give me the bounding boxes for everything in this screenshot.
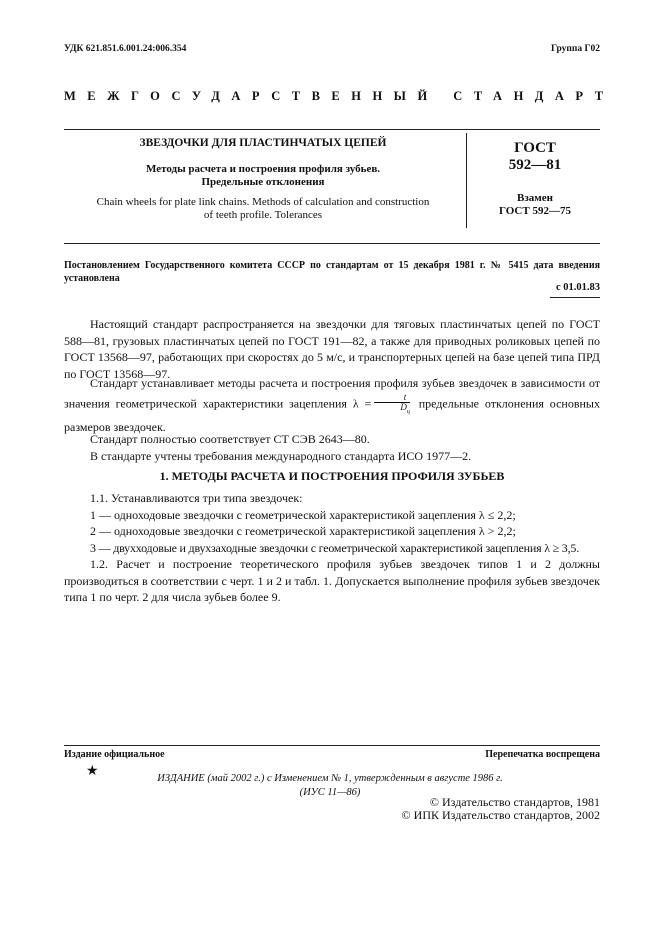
reprint-prohibited-label: Перепечатка воспрещена <box>485 749 600 760</box>
type-3-item: 3 — двухходовые и двухзаходные звездочки с геометрической характеристикой зацепления λ ≥ 3,5. <box>90 540 579 555</box>
fraction-numerator: t <box>374 393 410 403</box>
group-code: Группа Г02 <box>551 44 600 54</box>
official-edition-label: Издание официальное <box>64 749 165 760</box>
section-1-title: 1. МЕТОДЫ РАСЧЕТА И ПОСТРОЕНИЯ ПРОФИЛЯ ЗУБЬЕВ <box>159 469 505 483</box>
subtitle-line-1: Методы расчета и построения профиля зубьев. <box>145 163 381 175</box>
english-title-line-2: of teeth profile. Tolerances <box>203 209 323 221</box>
effective-date: с 01.01.83 <box>555 282 600 293</box>
title-divider <box>466 133 467 228</box>
decree-text: Постановлением Государственного комитета СССР по стандартам от 15 декабря 1981 г. № 5415 дата введения установлена <box>64 260 600 284</box>
replaces-number: ГОСТ 592—75 <box>499 205 571 217</box>
udk-code: УДК 621.851.6.001.24:006.354 <box>64 44 187 54</box>
fraction-denominator: $D_ц$ <box>400 402 410 415</box>
star-icon: ★ <box>86 764 99 779</box>
lambda-fraction <box>374 393 410 417</box>
edition-line-2: (ИУС 11—86) <box>299 787 361 798</box>
document-subtitle <box>64 163 462 189</box>
methods-text <box>64 373 600 437</box>
gost-replaces <box>470 192 600 218</box>
gost-label: ГОСТ <box>514 140 556 156</box>
edition-line-1: ИЗДАНИЕ (май 2002 г.) с Изменением № 1, утвержденным в августе 1986 г. <box>157 773 503 784</box>
document-title: ЗВЕЗДОЧКИ ДЛЯ ПЛАСТИНЧАТЫХ ЦЕПЕЙ <box>139 137 387 149</box>
top-divider <box>64 129 600 130</box>
section-1-body <box>64 490 600 606</box>
iso-compliance: В стандарте учтены требования международного стандарта ИСО 1977—2. <box>90 448 472 463</box>
sev-compliance: Стандарт полностью соответствует СТ СЭВ 2643—80. <box>90 432 370 446</box>
scope-text: Настоящий стандарт распространяется на звездочки для тяговых пластинчатых цепей по ГОСТ 588—81, грузовых пластинчатых цепей по ГОСТ 191—82, а также для приводных роликовых цепей по ГОСТ 13568—97, работающих при скоростях до 5 м/с, и транспортерных цепей на базе цепей типа ПРД по ГОСТ 13568—97. <box>64 317 600 381</box>
effective-date-underline <box>550 297 600 298</box>
replaces-label: Взамен <box>517 192 553 204</box>
type-1-item: 1 — одноходовые звездочки с геометрической характеристикой зацепления λ ≤ 2,2; <box>90 507 516 522</box>
copyright-2002: © ИПК Издательство стандартов, 2002 <box>401 808 600 822</box>
subtitle-line-2: Предельные отклонения <box>201 176 325 188</box>
english-title-line-1: Chain wheels for plate link chains. Methods of calculation and construction <box>96 196 430 208</box>
methods-text-end: предельные отклонения основных размеров звездочек. <box>64 396 600 434</box>
methods-paragraph <box>64 373 600 437</box>
interstate-standard-banner: МЕЖГОСУДАРСТВЕННЫЙ СТАНДАРТ <box>64 89 615 103</box>
footer-divider <box>64 745 600 746</box>
copyright-1981: © Издательство стандартов, 1981 <box>429 795 600 809</box>
clause-1-2: 1.2. Расчет и построение теоретического профиля зубьев звездочек типов 1 и 2 должны производиться в соответствии с черт. 1 и 2 и табл. 1. Допускается выполнение профиля зубьев звездочек типа 1 по черт. 2 для числа зубьев более 9. <box>64 557 600 604</box>
english-title <box>64 196 462 222</box>
gost-number: 592—81 <box>508 157 562 173</box>
clause-1-1: 1.1. Устанавливаются три типа звездочек: <box>90 491 303 505</box>
type-2-item: 2 — одноходовые звездочки с геометрической характеристикой зацепления λ > 2,2; <box>90 524 516 538</box>
gost-designation <box>470 140 600 174</box>
header-bottom-divider <box>64 243 600 244</box>
compliance-paragraphs <box>64 431 600 464</box>
methods-text-start: Стандарт устанавливает методы расчета и построения профиля зубьев звездочек в зависимости от значения геометрической характеристики зацепления λ = <box>64 376 600 411</box>
